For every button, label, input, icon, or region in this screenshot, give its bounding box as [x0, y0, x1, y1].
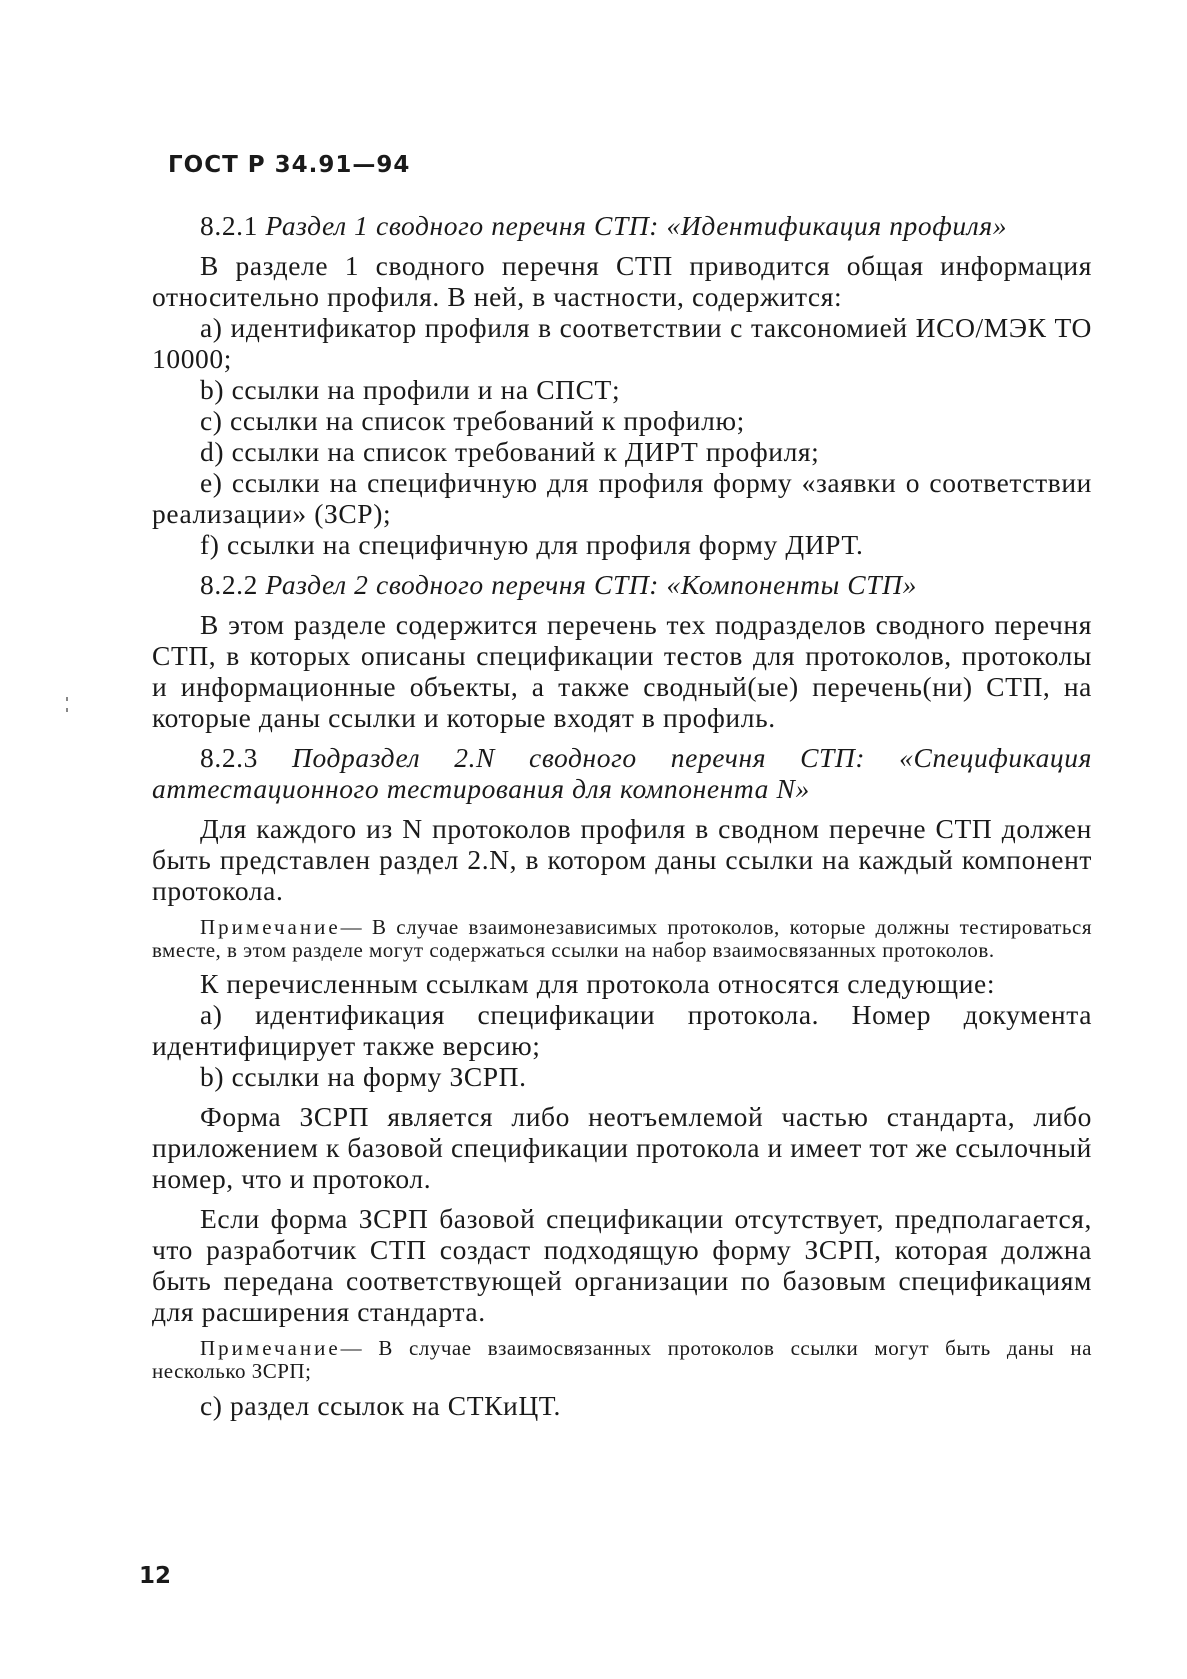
paragraph-form: Форма ЗСРП является либо неотъемлемой частью стандарта, либо приложением к базовой спецификации протокола и имеет тот же ссылочный номер, что и протокол. — [152, 1101, 1092, 1194]
list-item: c) ссылки на список требований к профилю; — [200, 405, 745, 436]
list-item: b) ссылки на форму ЗСРП. — [200, 1061, 527, 1092]
list-item: b) ссылки на профили и на СПСТ; — [200, 374, 621, 405]
paragraph-missing-form: Если форма ЗСРП базовой спецификации отсутствует, предполагается, что разработчик СТП создаст подходящую форму ЗСРП, которая должна быть передана соответствующей организации по базовым спецификациям для расширения стандарта. — [152, 1203, 1092, 1327]
note-label: Примечание — [200, 1336, 341, 1360]
section-8-2-3-title — [152, 742, 1092, 804]
section-number: 8.2.2 — [200, 569, 258, 600]
list-item: f) ссылки на специфичную для профиля форму ДИРТ. — [200, 529, 864, 560]
section-number: 8.2.3 — [200, 742, 258, 773]
document-code: ГОСТ Р 34.91—94 — [168, 152, 411, 178]
section-8-2-3-body: Для каждого из N протоколов профиля в сводном перечне СТП должен быть представлен раздел 2.N, в котором даны ссылки на каждый компонент протокола. — [152, 813, 1092, 906]
section-number: 8.2.1 — [200, 210, 258, 241]
note-text: — В случае взаимонезависимых протоколов, которые должны тестироваться вместе, в этом разделе могут содержаться ссылки на набор взаимосвязанных протоколов. — [152, 915, 1092, 962]
list-item: d) ссылки на список требований к ДИРТ профиля; — [200, 436, 820, 467]
section-title-text: Раздел 2 сводного перечня СТП: «Компоненты СТП» — [265, 569, 917, 600]
section-8-2-2-body: В этом разделе содержится перечень тех подразделов сводного перечня СТП, в которых описаны спецификации тестов для протоколов, протоколы и информационные объекты, а также сводный(ые) перечень(ни) СТП, на которые даны ссылки и которые входят в профиль. — [152, 609, 1092, 733]
note-text: — В случае взаимосвязанных протоколов ссылки могут быть даны на несколько ЗСРП; — [152, 1336, 1092, 1383]
note-2 — [152, 1337, 1092, 1383]
refs-intro: К перечисленным ссылкам для протокола относятся следующие: — [200, 968, 996, 999]
section-title-text: Подраздел 2.N сводного перечня СТП: «Спецификация аттестационного тестирования для компонента N» — [152, 742, 1092, 804]
page-number: 12 — [139, 1563, 172, 1589]
section-8-2-1-intro: В разделе 1 сводного перечня СТП приводится общая информация относительно профиля. В ней, в частности, содержится: — [152, 250, 1092, 312]
list-item: c) раздел ссылок на СТКиЦТ. — [200, 1390, 561, 1421]
note-1 — [152, 916, 1092, 962]
scan-speck — [66, 708, 68, 712]
document-body — [152, 210, 1092, 1421]
note-label: Примечание — [200, 915, 341, 939]
scan-speck — [66, 697, 68, 701]
list-item: а) идентификация спецификации протокола. Номер документа идентифицирует также версию; — [152, 999, 1092, 1061]
section-8-2-2-title — [152, 569, 1092, 600]
list-item: e) ссылки на специфичную для профиля форму «заявки о соответствии реализации» (ЗСР); — [152, 467, 1092, 529]
section-8-2-1-title — [152, 210, 1092, 241]
section-title-text: Раздел 1 сводного перечня СТП: «Идентификация профиля» — [265, 210, 1008, 241]
list-item: а) идентификатор профиля в соответствии с таксономией ИСО/МЭК ТО 10000; — [152, 312, 1092, 374]
